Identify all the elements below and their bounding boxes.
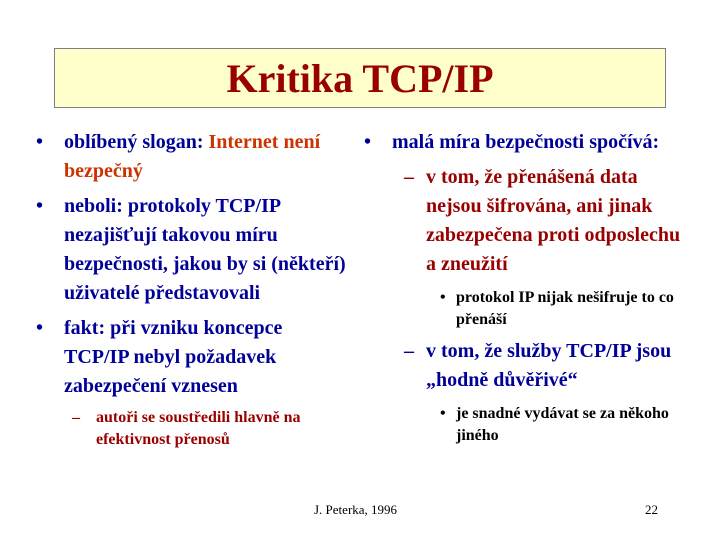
left-bullet-2	[36, 192, 346, 308]
left-sub-bullet	[36, 407, 346, 451]
left-sub-bullet-text: autoři se soustředili hlavně na efektivnost přenosů	[96, 409, 301, 448]
title-box	[54, 48, 666, 108]
left-bullet-2-text: neboli: protokoly TCP/IP nezajišťují takovou míru bezpečnosti, jakou by si (někteří) uživatelé představovali	[64, 195, 346, 304]
right-sub-bullet-1	[364, 163, 694, 279]
left-bullet-3	[36, 314, 346, 401]
bullet-icon: •	[36, 131, 44, 153]
right-level3-bullet-1	[364, 287, 694, 331]
bullet-icon: •	[364, 131, 372, 153]
dash-icon: –	[404, 340, 414, 362]
slide-title: Kritika TCP/IP	[226, 55, 494, 101]
bullet-icon: •	[440, 405, 446, 422]
right-level3-bullet-2	[364, 403, 694, 447]
bullet-icon: •	[36, 317, 44, 339]
right-sub-bullet-1-text: v tom, že přenášená data nejsou šifrována, ani jinak zabezpečena proti odposlechu a zneužití	[426, 166, 681, 275]
right-bullet-1-text: malá míra bezpečnosti spočívá:	[392, 131, 660, 153]
bullet-icon: •	[36, 195, 44, 217]
page-number: 22	[645, 502, 658, 517]
right-level3-bullet-1-text: protokol IP nijak nešifruje to co přenáší	[456, 289, 674, 328]
left-bullet-3-text: fakt: při vzniku koncepce TCP/IP nebyl požadavek zabezpečení vznesen	[64, 317, 283, 397]
left-column	[36, 128, 346, 451]
right-sub-bullet-2-text: v tom, že služby TCP/IP jsou „hodně důvěřivé“	[426, 340, 672, 391]
right-bullet-1	[364, 128, 694, 157]
left-bullet-1	[36, 128, 346, 186]
dash-icon: –	[404, 166, 414, 188]
right-sub-bullet-2	[364, 337, 694, 395]
dash-icon: –	[72, 409, 80, 426]
right-column	[364, 128, 694, 447]
bullet-icon: •	[440, 289, 446, 306]
footer-author: J. Peterka, 1996	[314, 502, 398, 517]
left-bullet-1-prefix: oblíbený slogan:	[64, 131, 209, 153]
left-bullet-1-highlight: Internet není bezpečný	[64, 131, 321, 182]
right-level3-bullet-2-text: je snadné vydávat se za někoho jiného	[456, 405, 669, 444]
